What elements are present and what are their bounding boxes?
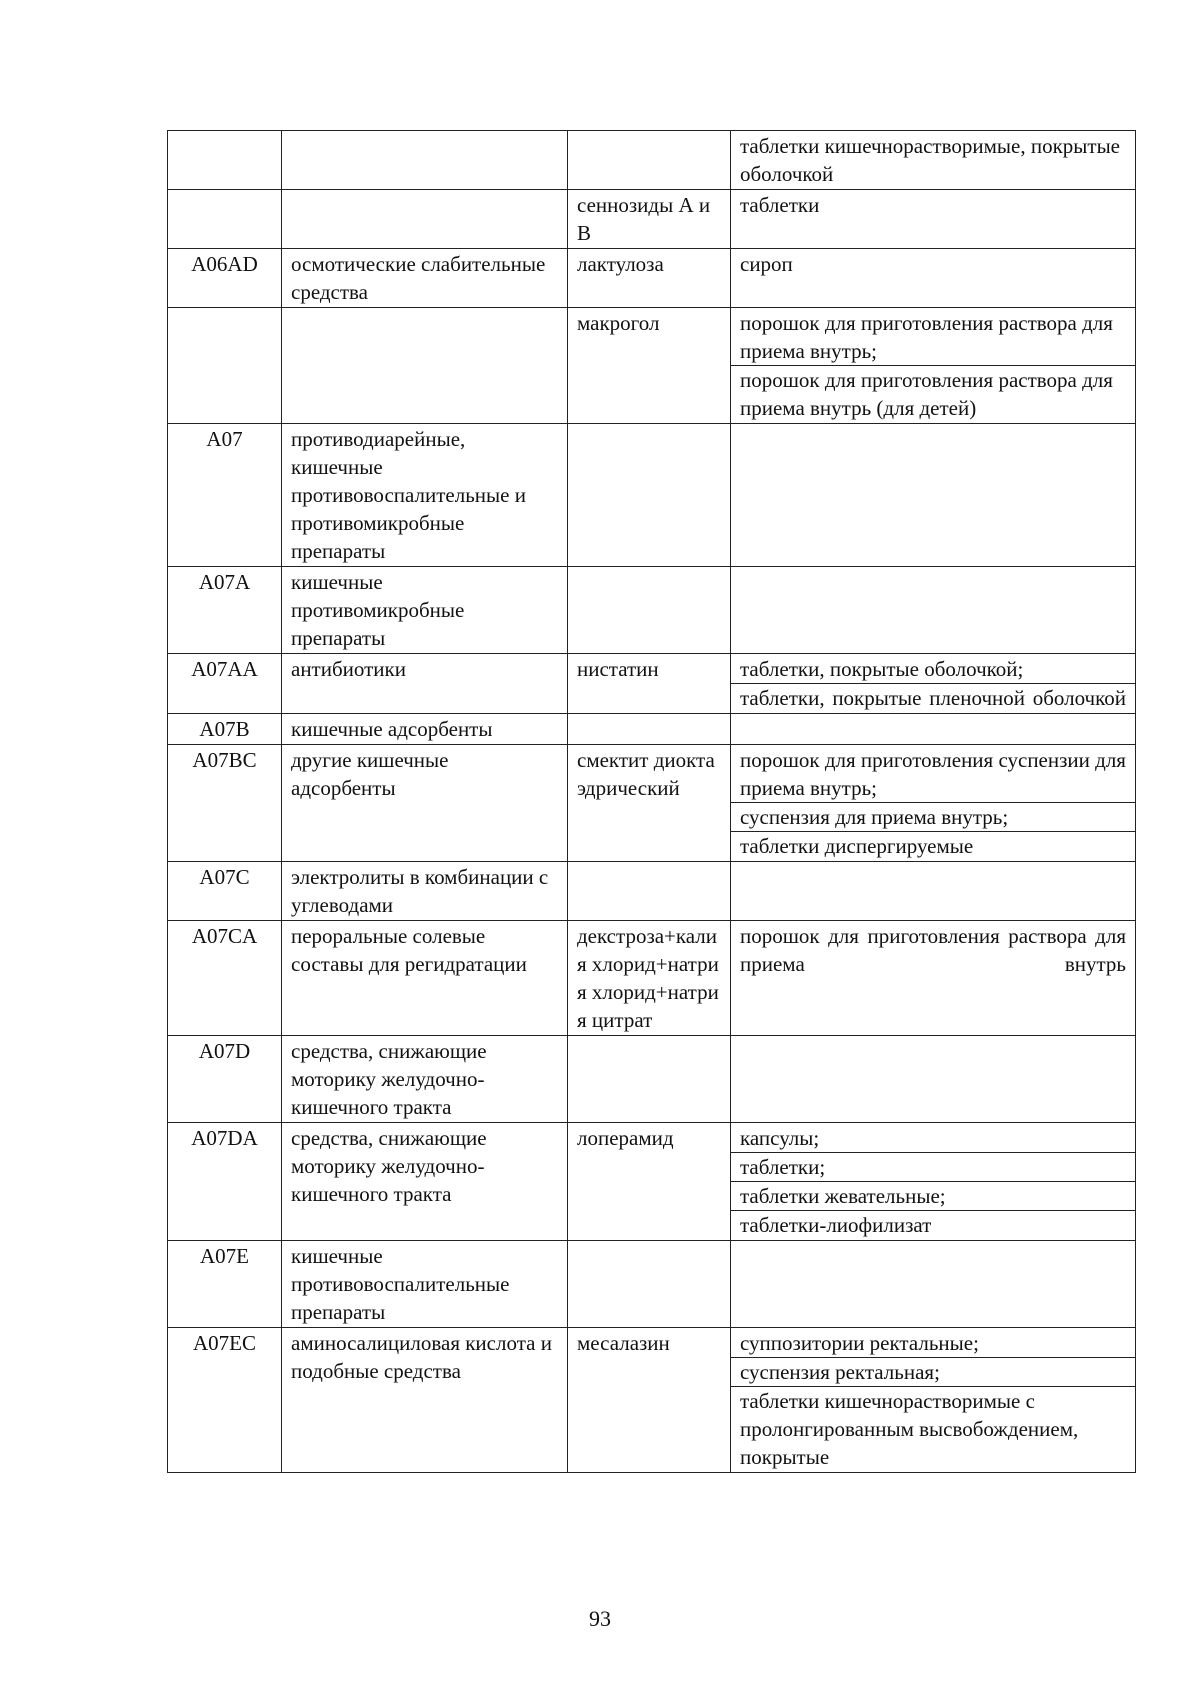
dosage-form-item: порошок для приготовления суспензии для приема внутрь; [731,746,1135,803]
drug-table-body [168,131,1136,1473]
atc-code-cell: A07CA [168,921,282,1036]
table-row [168,921,1136,1036]
group-name-cell [282,308,568,424]
drug-name-cell: лоперамид [568,1123,731,1241]
drug-name-cell: сеннозиды А и В [568,190,731,249]
drug-table [167,130,1136,1473]
atc-code-cell: A07DA [168,1123,282,1241]
drug-name-cell [568,424,731,567]
dosage-forms-cell [731,567,1136,654]
drug-name-cell: нистатин [568,654,731,714]
page-number: 93 [589,1606,611,1631]
table-row [168,308,1136,424]
dosage-form-item [731,863,1135,891]
table-row [168,1036,1136,1123]
group-name-cell: кишечные противовоспалительные препараты [282,1241,568,1328]
table-row [168,1123,1136,1241]
dosage-forms-cell [731,714,1136,745]
group-name-cell [282,190,568,249]
dosage-form-item: порошок для приготовления раствора для приема внутрь (для детей) [740,368,1113,420]
group-name-cell: другие кишечные адсорбенты [282,745,568,862]
dosage-form-item: таблетки жевательные; [731,1182,1135,1211]
drug-name-cell [568,567,731,654]
dosage-form-item: суспензия ректальная; [731,1358,1135,1387]
atc-code-cell [168,190,282,249]
dosage-form-item: таблетки кишечнорастворимые, покрытые оболочкой [740,134,1120,186]
atc-code-cell: A07A [168,567,282,654]
table-row [168,567,1136,654]
table-row [168,249,1136,308]
dosage-forms-cell [731,424,1136,567]
drug-name-cell [568,1036,731,1123]
atc-code-cell: A07 [168,424,282,567]
drug-name-cell [568,1241,731,1328]
dosage-form-item: таблетки [740,193,820,217]
atc-code-cell: A07E [168,1241,282,1328]
drug-name-cell [568,131,731,190]
dosage-form-item: порошок для приготовления раствора для приема внутрь; [731,309,1135,366]
dosage-form-item: сироп [740,252,793,276]
drug-name-cell: лактулоза [568,249,731,308]
dosage-form-item: суспензия для приема внутрь; [731,803,1135,832]
dosage-forms-cell [731,745,1136,862]
drug-name-cell: месалазин [568,1328,731,1473]
dosage-form-item: капсулы; [731,1124,1135,1153]
atc-code-cell: A07EC [168,1328,282,1473]
atc-code-cell: A07D [168,1036,282,1123]
table-row [168,1241,1136,1328]
group-name-cell: электролиты в комбинации с углеводами [282,862,568,921]
group-name-cell: средства, снижающие моторику желудочно-кишечного тракта [282,1123,568,1241]
atc-code-cell [168,131,282,190]
dosage-forms-cell [731,654,1136,714]
dosage-form-item: таблетки, покрытые пленочной оболочкой [740,686,1126,710]
table-row [168,190,1136,249]
dosage-forms-cell [731,308,1136,424]
dosage-forms-cell [731,862,1136,921]
group-name-cell: антибиотики [282,654,568,714]
drug-name-cell: макрогол [568,308,731,424]
dosage-form-item: таблетки, покрытые оболочкой; [731,655,1135,684]
table-row [168,714,1136,745]
dosage-forms-cell [731,1328,1136,1473]
dosage-form-item: суппозитории ректальные; [731,1329,1135,1358]
group-name-cell: кишечные адсорбенты [282,714,568,745]
atc-code-cell: A07C [168,862,282,921]
drug-name-cell [568,714,731,745]
dosage-form-item: таблетки-лиофилизат [740,1213,932,1237]
table-row [168,131,1136,190]
dosage-forms-cell [731,1241,1136,1328]
atc-code-cell: A07BC [168,745,282,862]
group-name-cell: кишечные противомикробные препараты [282,567,568,654]
table-row [168,1328,1136,1473]
atc-code-cell: A07B [168,714,282,745]
group-name-cell [282,131,568,190]
dosage-forms-cell [731,1036,1136,1123]
table-row [168,654,1136,714]
table-row [168,745,1136,862]
atc-code-cell [168,308,282,424]
drug-name-cell: смектит диоктаэдрический [568,745,731,862]
dosage-form-item: таблетки диспергируемые [740,834,974,858]
dosage-form-item [731,715,1135,743]
dosage-form-item [731,1242,1135,1270]
dosage-form-item: таблетки кишечнорастворимые с пролонгированным высвобождением, покрытые [740,1389,1079,1469]
dosage-form-item [731,425,1135,453]
dosage-forms-cell [731,921,1136,1036]
dosage-form-item [731,568,1135,596]
dosage-forms-cell [731,190,1136,249]
drug-name-cell [568,862,731,921]
drug-name-cell: декстроза+калия хлорид+натрия хлорид+натрия цитрат [568,921,731,1036]
group-name-cell: осмотические слабительные средства [282,249,568,308]
dosage-form-item [731,1037,1135,1065]
table-row [168,862,1136,921]
atc-code-cell: A06AD [168,249,282,308]
group-name-cell: пероральные солевые составы для регидратации [282,921,568,1036]
table-row [168,424,1136,567]
dosage-forms-cell [731,1123,1136,1241]
group-name-cell: противодиарейные, кишечные противовоспалительные и противомикробные препараты [282,424,568,567]
group-name-cell: аминосалициловая кислота и подобные средства [282,1328,568,1473]
group-name-cell: средства, снижающие моторику желудочно-кишечного тракта [282,1036,568,1123]
atc-code-cell: A07AA [168,654,282,714]
dosage-forms-cell [731,249,1136,308]
dosage-form-item: порошок для приготовления раствора для приема внутрь [740,924,1126,976]
dosage-form-item: таблетки; [731,1153,1135,1182]
dosage-forms-cell [731,131,1136,190]
